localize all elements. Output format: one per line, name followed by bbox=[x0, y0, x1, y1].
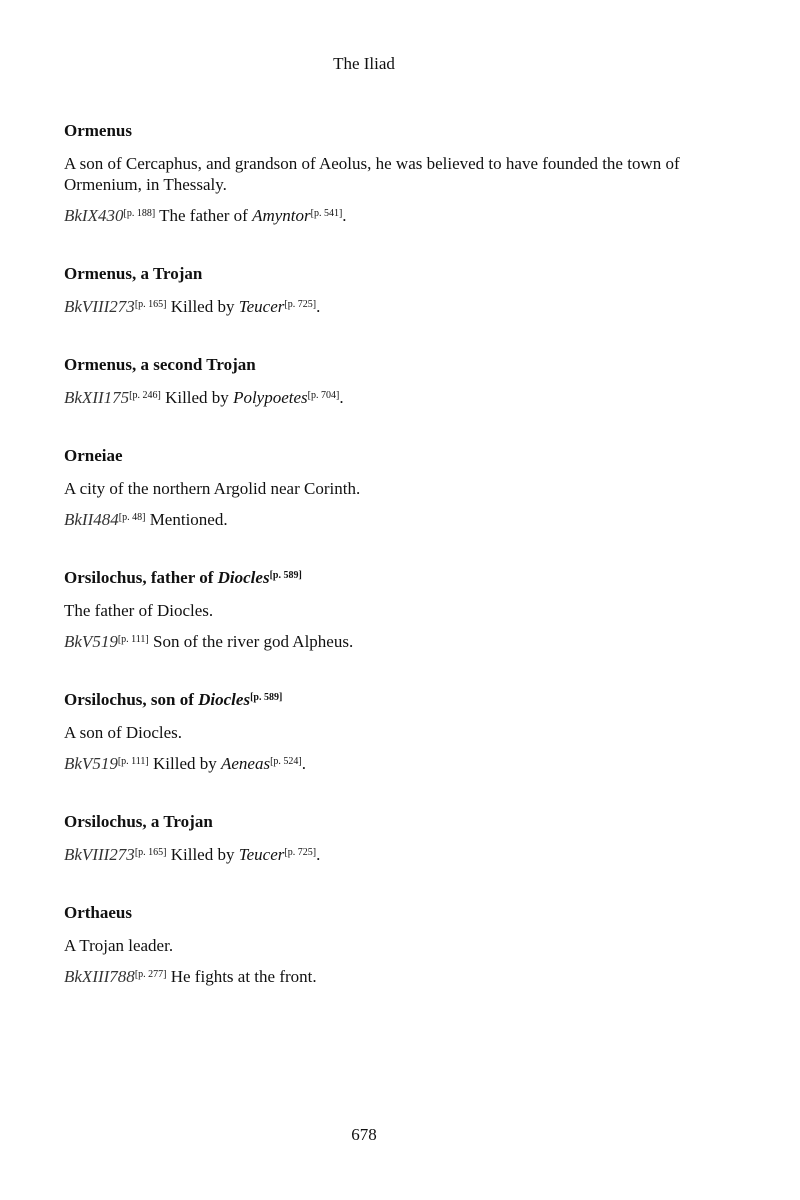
character-link[interactable]: Aeneas bbox=[221, 754, 271, 773]
entry-reference bbox=[64, 509, 684, 531]
entry-title-text: Orneiae bbox=[64, 446, 123, 465]
entry-description: A son of Cercaphus, and grandson of Aeolus, he was believed to have founded the town of Ormenium, in Thessaly. bbox=[64, 154, 680, 194]
entry-title-text: Orthaeus bbox=[64, 903, 132, 922]
entry-title-link[interactable]: Diocles bbox=[217, 568, 270, 587]
entry-title-text: Ormenus bbox=[64, 121, 132, 140]
page-ref[interactable]: [p. 246] bbox=[129, 390, 161, 401]
reference-end: . bbox=[316, 845, 321, 864]
entry-reference bbox=[64, 387, 684, 409]
entry-title-page-ref[interactable]: [p. 589] bbox=[269, 570, 302, 581]
entry-reference bbox=[64, 844, 684, 866]
glossary-entry bbox=[64, 902, 684, 988]
page-ref[interactable]: [p. 165] bbox=[134, 299, 167, 310]
reference-text: Killed by bbox=[166, 297, 239, 316]
page-number: 678 bbox=[351, 1125, 377, 1144]
reference-text: Killed by bbox=[148, 754, 221, 773]
glossary-entry bbox=[64, 567, 684, 653]
glossary-entry bbox=[64, 445, 684, 531]
character-link[interactable]: Polypoetes bbox=[233, 388, 308, 407]
reference-end: . bbox=[339, 388, 344, 407]
reference-end: . bbox=[301, 754, 307, 773]
book-line-reference[interactable]: BkVIII273 bbox=[64, 845, 135, 864]
page-ref[interactable]: [p. 111] bbox=[117, 756, 149, 767]
entry-title bbox=[64, 902, 684, 924]
glossary-entry bbox=[64, 354, 684, 409]
entry-description: The father of Diocles. bbox=[64, 601, 214, 620]
entry-title-text: Ormenus, a second Trojan bbox=[64, 355, 256, 374]
book-line-reference[interactable]: BkV519 bbox=[64, 754, 118, 773]
entry-title bbox=[64, 354, 684, 376]
character-link[interactable]: Teucer bbox=[238, 845, 285, 864]
entry-title-text: Orsilochus, son of bbox=[64, 690, 199, 709]
entry-title bbox=[64, 263, 684, 285]
page-ref[interactable]: [p. 188] bbox=[123, 208, 156, 219]
page-ref[interactable]: [p. 111] bbox=[117, 634, 149, 645]
entry-title-text: Orsilochus, a Trojan bbox=[64, 812, 213, 831]
book-line-reference[interactable]: BkII484 bbox=[64, 510, 119, 529]
book-line-reference[interactable]: BkIX430 bbox=[64, 206, 124, 225]
page-ref[interactable]: [p. 165] bbox=[134, 847, 167, 858]
entry-title bbox=[64, 445, 684, 467]
character-page-ref[interactable]: [p. 704] bbox=[307, 390, 340, 401]
reference-end: . bbox=[316, 297, 321, 316]
reference-text: Mentioned. bbox=[145, 510, 228, 529]
reference-text: The father of bbox=[155, 206, 253, 225]
entry-title bbox=[64, 811, 684, 833]
glossary-entry bbox=[64, 689, 684, 775]
entry-reference bbox=[64, 753, 684, 775]
reference-text: He fights at the front. bbox=[166, 967, 317, 986]
entry-reference bbox=[64, 205, 684, 227]
entry-description: A city of the northern Argolid near Corinth. bbox=[64, 479, 361, 498]
reference-text: Son of the river god Alpheus. bbox=[148, 632, 354, 651]
book-line-reference[interactable]: BkV519 bbox=[64, 632, 118, 651]
character-page-ref[interactable]: [p. 725] bbox=[284, 847, 317, 858]
character-page-ref[interactable]: [p. 725] bbox=[284, 299, 317, 310]
entry-title bbox=[64, 567, 684, 589]
page-ref[interactable]: [p. 277] bbox=[134, 969, 167, 980]
entry-description: A Trojan leader. bbox=[64, 936, 174, 955]
reference-text: Killed by bbox=[166, 845, 239, 864]
entry-title-link[interactable]: Diocles bbox=[198, 690, 251, 709]
entry-reference bbox=[64, 631, 684, 653]
entry-description: A son of Diocles. bbox=[64, 723, 183, 742]
reference-text: Killed by bbox=[160, 388, 234, 407]
page-ref[interactable]: [p. 48] bbox=[118, 512, 146, 523]
book-line-reference[interactable]: BkVIII273 bbox=[64, 297, 135, 316]
entry-title-text: Ormenus, a Trojan bbox=[64, 264, 203, 283]
book-line-reference[interactable]: BkXII175 bbox=[64, 388, 130, 407]
reference-end: . bbox=[342, 206, 347, 225]
entry-title-page-ref[interactable]: [p. 589] bbox=[250, 692, 283, 703]
entry-title bbox=[64, 689, 684, 711]
glossary-entries bbox=[64, 120, 684, 1024]
character-link[interactable]: Amyntor bbox=[252, 206, 311, 225]
entry-title bbox=[64, 120, 684, 142]
glossary-entry bbox=[64, 120, 684, 227]
running-header: The Iliad bbox=[333, 54, 395, 73]
character-link[interactable]: Teucer bbox=[238, 297, 285, 316]
book-line-reference[interactable]: BkXIII788 bbox=[64, 967, 135, 986]
character-page-ref[interactable]: [p. 524] bbox=[270, 756, 302, 767]
character-page-ref[interactable]: [p. 541] bbox=[310, 208, 343, 219]
entry-reference bbox=[64, 966, 684, 988]
glossary-entry bbox=[64, 811, 684, 866]
glossary-entry bbox=[64, 263, 684, 318]
entry-title-text: Orsilochus, father of bbox=[64, 568, 218, 587]
entry-reference bbox=[64, 296, 684, 318]
